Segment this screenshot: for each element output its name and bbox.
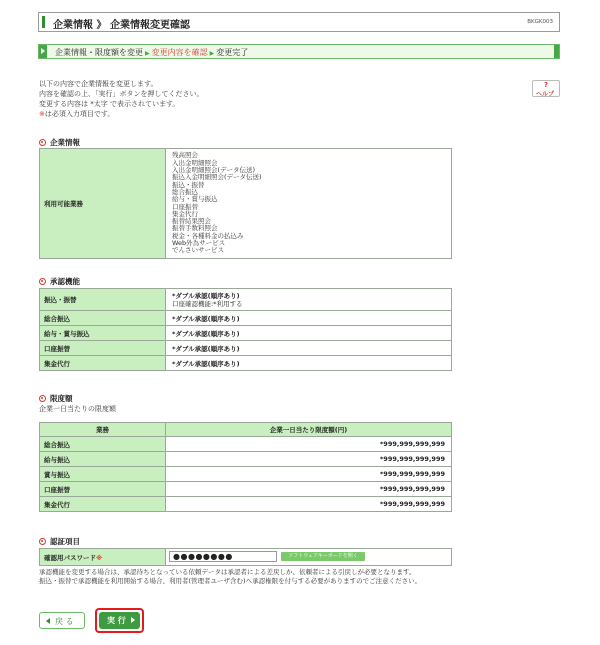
section-limit: [39, 393, 73, 404]
step-1: 企業情報・限度額を変更: [55, 48, 143, 57]
step-arrow-icon: ▶: [145, 50, 150, 57]
section-heading: 認証項目: [50, 537, 80, 546]
step-bar: [38, 44, 560, 59]
service-item: 集金代行: [172, 209, 198, 218]
section-heading: 企業情報: [50, 138, 80, 147]
intro-line: 変更する内容は *太字 で表示されています。: [39, 100, 180, 108]
back-button-label: 戻 る: [55, 617, 74, 626]
approval-value: *ダブル承認(順序あり): [166, 326, 452, 341]
limit-value: *999,999,999,999: [166, 437, 452, 452]
help-button[interactable]: [532, 80, 560, 97]
company-info-table: [39, 148, 452, 259]
intro-line-text: は必須入力項目です。: [44, 110, 115, 118]
limit-label: 給与振込: [40, 452, 166, 467]
password-input[interactable]: ●●●●●●●●: [169, 551, 277, 562]
section-bullet-icon: [39, 278, 46, 285]
service-item: 振込入金明細照会(データ伝送): [172, 173, 262, 182]
required-mark: ※: [39, 110, 45, 118]
limit-label: 総合振込: [40, 437, 166, 452]
service-item: 口座振替: [172, 202, 198, 211]
service-item: 残高照会: [172, 151, 198, 160]
limit-label: 集金代行: [40, 497, 166, 512]
step-list: [55, 47, 248, 58]
intro-line: 内容を確認の上、「実行」ボタンを押してください。: [39, 90, 204, 98]
intro-line: [39, 109, 204, 119]
service-item: 入出金明細照会(データ伝送): [172, 166, 256, 175]
limit-label: 賞与振込: [40, 467, 166, 482]
services-list: [172, 152, 451, 254]
chevron-right-icon: [131, 617, 135, 623]
service-item: でんさいサービス: [172, 246, 224, 255]
execute-button-highlight: [95, 608, 144, 633]
intro-line: 以下の内容で企業情報を変更します。: [39, 80, 158, 88]
service-item: 給与・賞与振込: [172, 195, 218, 204]
section-heading: 承認機能: [50, 277, 80, 286]
back-button[interactable]: [39, 612, 85, 629]
page-title: 企業情報 》 企業情報変更確認: [53, 20, 190, 31]
table-row: [40, 467, 452, 482]
step-2-current: 変更内容を確認: [151, 48, 208, 57]
service-item: 入出金明細照会: [172, 158, 218, 167]
service-item: 振替手数料照会: [172, 224, 218, 233]
title-accent: [42, 16, 45, 28]
table-row: [40, 356, 452, 371]
help-icon: ?: [544, 81, 549, 89]
step-arrow-icon: ▶: [209, 50, 215, 57]
limit-label: 口座振替: [40, 482, 166, 497]
step-3: 変更完了: [216, 48, 249, 57]
intro-text: [39, 79, 204, 119]
table-row: [40, 311, 452, 326]
table-header-row: [40, 423, 452, 437]
limit-value: *999,999,999,999: [166, 497, 452, 512]
approval-value: [166, 289, 452, 311]
service-item: 税金・各種料金の払込み: [172, 231, 244, 240]
section-heading: 限度額: [50, 394, 73, 403]
table-row: [40, 289, 452, 311]
password-label-text: 確認用パスワード: [44, 553, 96, 562]
service-item: 振替結果照会: [172, 217, 211, 226]
table-row: [40, 497, 452, 512]
section-bullet-icon: [39, 395, 46, 402]
approval-table: [39, 288, 452, 371]
approval-value-line: 口座確認機能:*利用する: [172, 299, 243, 308]
execute-button[interactable]: [99, 612, 140, 629]
section-approval: [39, 276, 80, 287]
table-row: [40, 482, 452, 497]
password-label: [40, 549, 166, 566]
help-label: ヘルプ: [536, 91, 555, 98]
limit-value: *999,999,999,999: [166, 452, 452, 467]
approval-label: 総合振込: [40, 311, 166, 326]
approval-label: 口座振替: [40, 341, 166, 356]
service-item: 振込・振替: [172, 180, 205, 189]
step-bar-end-icon: [554, 45, 559, 58]
label-available-services: 利用可能業務: [40, 149, 166, 259]
service-item: Web外為サービス: [172, 238, 226, 247]
section-bullet-icon: [39, 538, 46, 545]
column-header-limit: 企業一日当たり限度額(円): [166, 423, 452, 437]
approval-value: *ダブル承認(順序あり): [166, 356, 452, 371]
auth-notes: [39, 568, 559, 586]
page-title-bar: [38, 12, 560, 32]
step-bar-start-icon: [39, 45, 47, 58]
approval-label: 振込・振替: [40, 289, 166, 311]
chevron-left-icon: [46, 618, 50, 624]
section-company-info: [39, 137, 80, 148]
software-keyboard-button[interactable]: ソフトウェアキーボードを開く: [281, 552, 365, 561]
approval-value-line: *ダブル承認(順序あり): [172, 291, 240, 300]
limit-value: *999,999,999,999: [166, 467, 452, 482]
limit-subheading: 企業一日当たりの限度額: [39, 405, 116, 413]
table-row: [40, 452, 452, 467]
note-line: 承認機能を変更する場合は、承認待ちとなっている依頼データは承認者による差戻しか、依頼者による引戻しが必要となります。: [39, 568, 416, 576]
required-mark: ※: [96, 553, 103, 562]
table-row: [40, 326, 452, 341]
approval-label: 給与・賞与振込: [40, 326, 166, 341]
limit-table: [39, 422, 452, 512]
service-item: 総合振込: [172, 187, 198, 196]
limit-value: *999,999,999,999: [166, 482, 452, 497]
approval-label: 集金代行: [40, 356, 166, 371]
services-cell: [166, 149, 452, 259]
section-bullet-icon: [39, 139, 46, 146]
note-line: 振込・振替で承認機能を利用開始する場合、利用者(管理者ユーザ含む)へ承認権限を付与する必要がありますのでご注意ください。: [39, 577, 422, 585]
approval-value: *ダブル承認(順序あり): [166, 341, 452, 356]
screen-code: BKGK003: [527, 19, 553, 25]
column-header-task: 業務: [40, 423, 166, 437]
approval-value: *ダブル承認(順序あり): [166, 311, 452, 326]
table-row: [40, 437, 452, 452]
execute-button-label: 実 行: [107, 616, 126, 625]
table-row: [40, 341, 452, 356]
section-auth: [39, 536, 80, 547]
